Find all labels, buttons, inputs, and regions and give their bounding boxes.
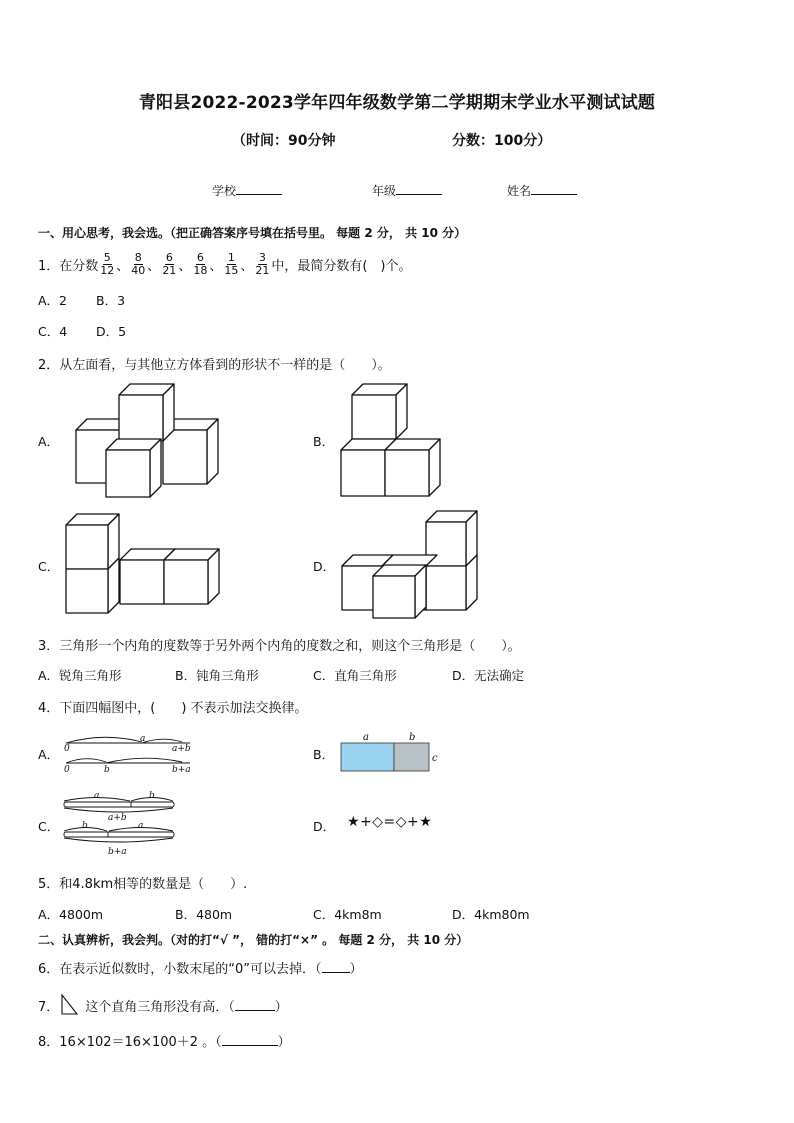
- nl-label-0: 0: [64, 744, 70, 754]
- fraction-2: $\frac{8}{40}$: [131, 251, 146, 277]
- rect-b: [394, 743, 429, 771]
- nl-label-b-plus-a: b+a: [172, 765, 191, 775]
- fraction-1: $\frac{5}{12}$: [100, 251, 115, 277]
- q5-option-d[interactable]: D．4km80m: [452, 907, 530, 922]
- rect-a: [341, 743, 394, 771]
- cube: [119, 384, 174, 441]
- q6-answer-blank[interactable]: [322, 961, 350, 973]
- grade-field[interactable]: [372, 182, 442, 199]
- number-line-figure: [58, 730, 198, 778]
- exam-time: （时间：90分钟: [232, 133, 336, 149]
- cube: [106, 439, 161, 497]
- cube-figure-d: [335, 508, 485, 622]
- q2-option-b[interactable]: B．: [313, 434, 335, 449]
- seg-label-a1: a: [94, 791, 100, 801]
- question-3: 3．三角形一个内角的度数等于另外两个内角的度数之和，则这个三角形是（ ）。: [38, 639, 521, 654]
- right-triangle-icon: [59, 993, 79, 1017]
- cube-figure-c: [60, 510, 220, 620]
- q1-option-b[interactable]: B．3: [96, 293, 126, 308]
- rectangle-figure: [336, 730, 446, 776]
- q7-answer-blank[interactable]: [235, 999, 275, 1011]
- q3-option-a[interactable]: A．锐角三角形: [38, 668, 122, 683]
- question-5: 5．和4.8km相等的数量是（ ）.: [38, 877, 248, 892]
- nl-label-0b: 0: [64, 765, 70, 775]
- name-field[interactable]: [507, 182, 577, 199]
- cube: [352, 384, 407, 439]
- q1-option-a[interactable]: A．2: [38, 293, 68, 308]
- nl-label-a-plus-b: a+b: [172, 744, 191, 754]
- seg-label-b-plus-a: b+a: [108, 847, 127, 857]
- fraction-3: $\frac{6}{21}$: [162, 251, 177, 277]
- grade-blank[interactable]: [396, 183, 442, 195]
- school-label: 学校: [212, 184, 237, 198]
- seg-label-a2: a: [138, 821, 144, 831]
- cube: [373, 565, 426, 618]
- question-7: 7． 这个直角三角形没有高．（ ）: [38, 993, 288, 1017]
- q2-option-a[interactable]: A．: [38, 434, 60, 449]
- section-1-heading: 一、用心思考，我会选。（把正确答案序号填在括号里。 每题 2 分， 共 10 分）: [38, 226, 467, 240]
- question-4: 4．下面四幅图中，( ) 不表示加法交换律。: [38, 701, 308, 716]
- q4-option-d[interactable]: D．: [313, 819, 336, 834]
- seg-label-b1: b: [149, 791, 155, 801]
- nl-label-b: b: [104, 765, 110, 775]
- nl-label-a: a: [140, 734, 146, 744]
- cube: [164, 549, 219, 604]
- question-2: 2．从左面看，与其他立方体看到的形状不一样的是（ ）。: [38, 358, 391, 373]
- q2-option-c[interactable]: C．: [38, 559, 60, 574]
- cube-figure-a: [60, 380, 230, 504]
- q5-option-c[interactable]: C．4km8m: [313, 907, 382, 922]
- symbol-equation: ★+◇=◇+★: [347, 814, 433, 830]
- seg-label-a-plus-b: a+b: [108, 813, 127, 823]
- fraction-6: $\frac{3}{21}$: [255, 251, 270, 277]
- school-field[interactable]: [212, 182, 282, 199]
- q5-option-a[interactable]: A．4800m: [38, 907, 104, 922]
- q3-option-d[interactable]: D．无法确定: [452, 668, 525, 683]
- q5-option-b[interactable]: B．480m: [175, 907, 233, 922]
- q4-option-c[interactable]: C．: [38, 819, 60, 834]
- grade-label: 年级: [372, 184, 397, 198]
- q3-option-c[interactable]: C．直角三角形: [313, 668, 397, 683]
- q4-option-a[interactable]: A．: [38, 747, 60, 762]
- name-label: 姓名: [507, 184, 532, 198]
- cube-figure-b: [335, 380, 455, 500]
- q4-option-b[interactable]: B．: [313, 747, 335, 762]
- cube: [66, 514, 119, 569]
- q2-option-d[interactable]: D．: [313, 559, 336, 574]
- q8-answer-blank[interactable]: [222, 1034, 278, 1046]
- rect-label-b: b: [409, 732, 416, 743]
- section-2-heading: 二、认真辨析，我会判。（对的打“√ ”， 错的打“×” 。 每题 2 分， 共 10 分）: [38, 933, 469, 947]
- q1-option-d[interactable]: D．5: [96, 324, 127, 339]
- q1-option-c[interactable]: C．4: [38, 324, 68, 339]
- page-title: 青阳县2022-2023学年四年级数学第二学期期末学业水平测试试题: [138, 93, 656, 113]
- exam-score: 分数：100分）: [452, 133, 552, 149]
- rect-label-c: c: [432, 753, 438, 764]
- q1-prefix: 1．在分数: [38, 259, 99, 274]
- fraction-4: $\frac{6}{18}$: [193, 251, 208, 277]
- segment-figure: [58, 788, 183, 860]
- cube: [385, 439, 440, 496]
- question-8: 8．16×102＝16×100＋2 。（ ）: [38, 1035, 291, 1050]
- fraction-5: $\frac{1}{15}$: [224, 251, 239, 277]
- name-blank[interactable]: [531, 183, 577, 195]
- q1-suffix: 中，最简分数有( )个。: [271, 259, 412, 274]
- school-blank[interactable]: [236, 183, 282, 195]
- question-6: 6．在表示近似数时，小数末尾的“0”可以去掉．（ ）: [38, 962, 363, 977]
- rect-label-a: a: [363, 732, 369, 743]
- seg-label-b2: b: [82, 821, 88, 831]
- q3-option-b[interactable]: B．钝角三角形: [175, 668, 259, 683]
- question-1: 1．在分数 $\frac{5}{12}$ 、 $\frac{8}{40}$ 、 $\frac{6}{21}$ 、 $\frac{6}{18}$ 、 $\frac{1}{15}$ 、 $\frac{3}{21}$ 中，最简分数有( )个。: [38, 251, 412, 277]
